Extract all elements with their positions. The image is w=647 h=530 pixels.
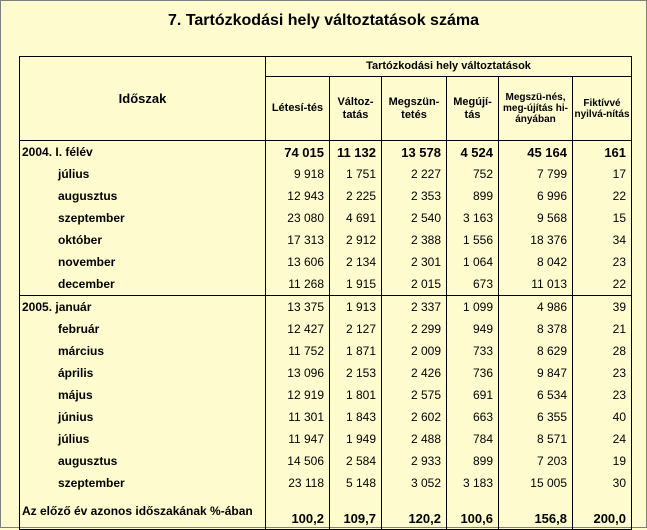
row-label: április: [20, 362, 266, 384]
cell-value: 2 540: [382, 207, 447, 229]
table-row: [20, 340, 632, 362]
cell-value: 11 268: [266, 273, 330, 296]
row-label: március: [20, 340, 266, 362]
cell-value: 899: [447, 450, 499, 472]
row-label: augusztus: [20, 185, 266, 207]
cell-value: 784: [447, 428, 499, 450]
cell-value: 40: [573, 406, 632, 428]
cell-value: 2 225: [330, 185, 382, 207]
cell-value: 733: [447, 340, 499, 362]
cell-value: 23: [573, 384, 632, 406]
cell-value: 1 915: [330, 273, 382, 296]
cell-value: 74 015: [266, 141, 330, 164]
cell-value: 6 996: [499, 185, 573, 207]
data-table: [19, 56, 632, 530]
cell-value: 12 943: [266, 185, 330, 207]
cell-value: 34: [573, 229, 632, 251]
table-row: [20, 185, 632, 207]
footer-value: 100,6: [447, 494, 499, 530]
cell-value: 2 575: [382, 384, 447, 406]
cell-value: 17: [573, 163, 632, 185]
cell-value: 899: [447, 185, 499, 207]
cell-value: 4 524: [447, 141, 499, 164]
cell-value: 3 052: [382, 472, 447, 494]
cell-value: 752: [447, 163, 499, 185]
table-row: [20, 273, 632, 296]
cell-value: 1 751: [330, 163, 382, 185]
cell-value: 45 164: [499, 141, 573, 164]
cell-value: 6 534: [499, 384, 573, 406]
table-row: [20, 296, 632, 319]
cell-value: 1 949: [330, 428, 382, 450]
row-label: december: [20, 273, 266, 296]
footer-value: 156,8: [499, 494, 573, 530]
table-row: [20, 428, 632, 450]
cell-value: 13 606: [266, 251, 330, 273]
table-row: [20, 384, 632, 406]
cell-value: 21: [573, 318, 632, 340]
cell-value: 2 353: [382, 185, 447, 207]
row-label: június: [20, 406, 266, 428]
row-label: október: [20, 229, 266, 251]
cell-value: 22: [573, 185, 632, 207]
cell-value: 19: [573, 450, 632, 472]
cell-value: 13 578: [382, 141, 447, 164]
cell-value: 691: [447, 384, 499, 406]
row-label: november: [20, 251, 266, 273]
cell-value: 2 153: [330, 362, 382, 384]
cell-value: 12 427: [266, 318, 330, 340]
table-row: [20, 163, 632, 185]
footer-value: 100,2: [266, 494, 330, 530]
footer-label: Az előző év azonos időszakának %-ában: [20, 494, 266, 530]
cell-value: 673: [447, 273, 499, 296]
cell-value: 2 933: [382, 450, 447, 472]
cell-value: 4 691: [330, 207, 382, 229]
table-row: [20, 450, 632, 472]
footer-value: 109,7: [330, 494, 382, 530]
cell-value: 1 843: [330, 406, 382, 428]
footer-row: [20, 494, 632, 530]
cell-value: 23 080: [266, 207, 330, 229]
header-col-1: Létesí-tés: [266, 77, 330, 141]
row-label: augusztus: [20, 450, 266, 472]
cell-value: 11 752: [266, 340, 330, 362]
cell-value: 1 801: [330, 384, 382, 406]
cell-value: 4 986: [499, 296, 573, 319]
cell-value: 23: [573, 251, 632, 273]
cell-value: 7 799: [499, 163, 573, 185]
cell-value: 1 064: [447, 251, 499, 273]
cell-value: 2 009: [382, 340, 447, 362]
row-label: szeptember: [20, 207, 266, 229]
cell-value: 11 301: [266, 406, 330, 428]
header-col-3: Megszün-tetés: [382, 77, 447, 141]
cell-value: 1 913: [330, 296, 382, 319]
row-label: július: [20, 163, 266, 185]
cell-value: 2 015: [382, 273, 447, 296]
table-row: [20, 207, 632, 229]
cell-value: 2 227: [382, 163, 447, 185]
cell-value: 8 629: [499, 340, 573, 362]
cell-value: 161: [573, 141, 632, 164]
cell-value: 13 375: [266, 296, 330, 319]
header-col-5: Megszü-nés, meg-újítás hi-ányában: [499, 77, 573, 141]
cell-value: 12 919: [266, 384, 330, 406]
cell-value: 1 871: [330, 340, 382, 362]
cell-value: 24: [573, 428, 632, 450]
header-group: Tartózkodási hely változtatások: [266, 57, 632, 77]
cell-value: 9 847: [499, 362, 573, 384]
table-row: [20, 472, 632, 494]
cell-value: 28: [573, 340, 632, 362]
row-label: 2005. január: [20, 296, 266, 319]
cell-value: 39: [573, 296, 632, 319]
cell-value: 18 376: [499, 229, 573, 251]
table-row: [20, 406, 632, 428]
cell-value: 2 912: [330, 229, 382, 251]
cell-value: 2 337: [382, 296, 447, 319]
row-label: május: [20, 384, 266, 406]
cell-value: 7 203: [499, 450, 573, 472]
table-row: [20, 251, 632, 273]
cell-value: 2 388: [382, 229, 447, 251]
cell-value: 2 134: [330, 251, 382, 273]
cell-value: 2 584: [330, 450, 382, 472]
header-col-2: Változ-tatás: [330, 77, 382, 141]
cell-value: 1 099: [447, 296, 499, 319]
cell-value: 949: [447, 318, 499, 340]
cell-value: 30: [573, 472, 632, 494]
cell-value: 663: [447, 406, 499, 428]
cell-value: 11 013: [499, 273, 573, 296]
cell-value: 2 301: [382, 251, 447, 273]
cell-value: 5 148: [330, 472, 382, 494]
cell-value: 14 506: [266, 450, 330, 472]
cell-value: 22: [573, 273, 632, 296]
header-period: Időszak: [20, 57, 266, 141]
table-row: [20, 318, 632, 340]
cell-value: 11 132: [330, 141, 382, 164]
cell-value: 13 096: [266, 362, 330, 384]
row-label: július: [20, 428, 266, 450]
cell-value: 9 568: [499, 207, 573, 229]
cell-value: 3 163: [447, 207, 499, 229]
table-row: [20, 229, 632, 251]
cell-value: 1 556: [447, 229, 499, 251]
cell-value: 23 118: [266, 472, 330, 494]
cell-value: 8 571: [499, 428, 573, 450]
cell-value: 17 313: [266, 229, 330, 251]
table-row: [20, 362, 632, 384]
cell-value: 736: [447, 362, 499, 384]
footer-value: 120,2: [382, 494, 447, 530]
cell-value: 8 042: [499, 251, 573, 273]
cell-value: 11 947: [266, 428, 330, 450]
cell-value: 3 183: [447, 472, 499, 494]
cell-value: 2 488: [382, 428, 447, 450]
cell-value: 6 355: [499, 406, 573, 428]
row-label: február: [20, 318, 266, 340]
page-title: 7. Tartózkodási hely változtatások száma: [168, 12, 479, 29]
cell-value: 8 378: [499, 318, 573, 340]
cell-value: 15 005: [499, 472, 573, 494]
cell-value: 23: [573, 362, 632, 384]
table-body: [20, 141, 632, 530]
header-col-4: Megújí-tás: [447, 77, 499, 141]
cell-value: 15: [573, 207, 632, 229]
cell-value: 2 299: [382, 318, 447, 340]
cell-value: 2 127: [330, 318, 382, 340]
footer-value: 200,0: [573, 494, 632, 530]
cell-value: 9 918: [266, 163, 330, 185]
table-row: [20, 141, 632, 164]
cell-value: 2 602: [382, 406, 447, 428]
cell-value: 2 426: [382, 362, 447, 384]
row-label: 2004. I. félév: [20, 141, 266, 164]
header-col-6: Fiktívvé nyilvá-nítás: [573, 77, 632, 141]
row-label: szeptember: [20, 472, 266, 494]
